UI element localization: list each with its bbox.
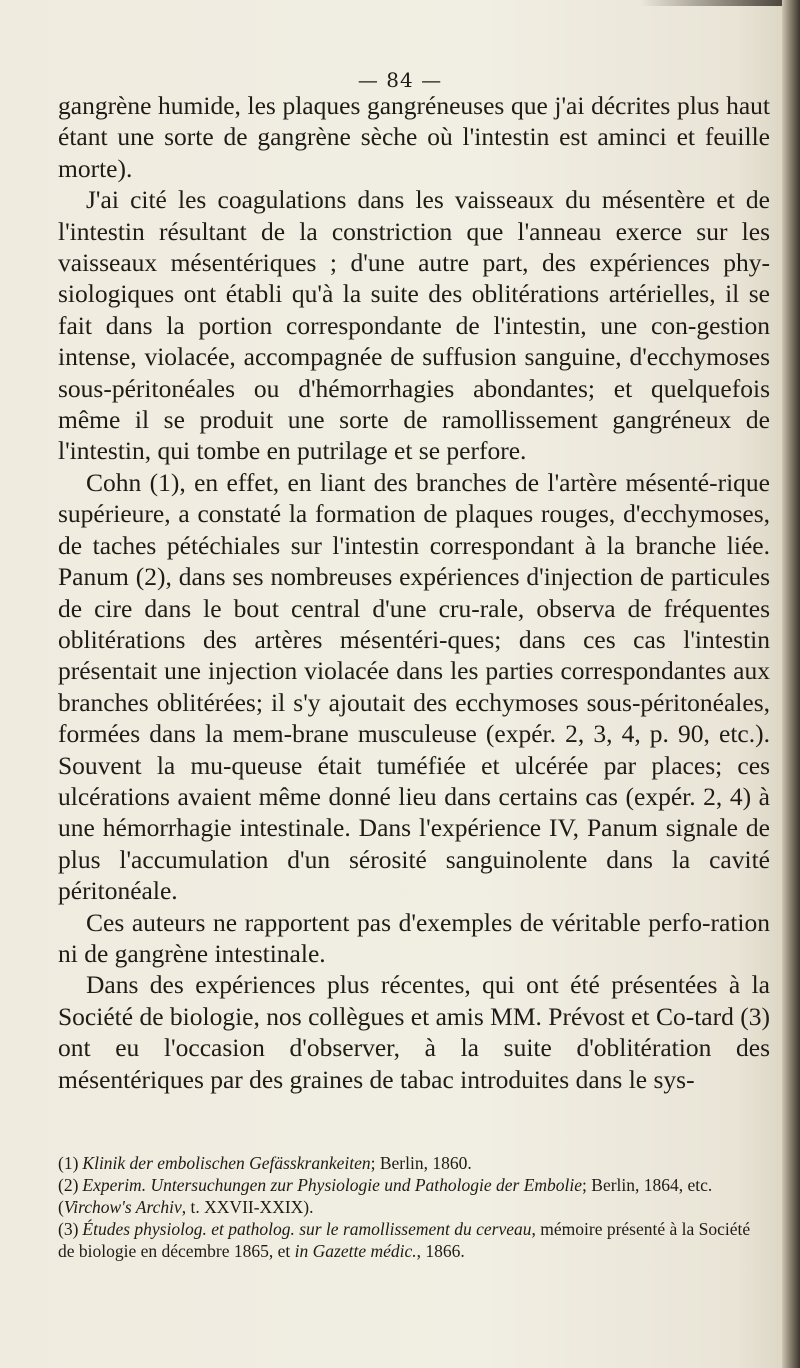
footnote-number: (3) (58, 1219, 79, 1239)
footnote-number: (1) (58, 1153, 79, 1173)
footnote-text: ; Berlin, 1860. (370, 1153, 472, 1173)
footnote-title: Klinik der embolischen Gefässkrankeiten (82, 1153, 371, 1173)
paragraph: J'ai cité les coagulations dans les vaisseaux du mésentère et de l'intestin résultant de la constriction que l'anneau exerce sur les vaisseaux mésentériques ; d'une autre part, des expériences phy-siologiques ont établi qu'à la suite des oblitérations artérielles, il se fait dans la portion correspondante de l'intestin, une con-gestion intense, violacée, accompagnée de suffusion sanguine, d'ecchymoses sous-péritonéales ou d'hémorrhagies abondantes; et quelquefois même il se produit une sorte de ramollissement gangréneux de l'intestin, qui tombe en putrilage et se perfore. (58, 185, 770, 466)
footnote-title-secondary: Virchow's Archiv (63, 1197, 182, 1217)
paragraph: Dans des expériences plus récentes, qui ont été présentées à la Société de biologie, nos collègues et amis MM. Prévost et Co-tard (3) ont eu l'occasion d'observer, à la suite d'oblitération des mésentériques par des graines de tabac introduites dans le sys- (58, 970, 770, 1094)
footnote-number: (2) (58, 1175, 79, 1195)
page-number: — 84 — (357, 68, 443, 92)
footnote-text-secondary: , 1866. (416, 1241, 465, 1261)
footnotes (58, 1152, 770, 1262)
paragraph: Ces auteurs ne rapportent pas d'exemples de véritable perfo-ration ni de gangrène intestinale. (58, 907, 770, 968)
paragraph: Cohn (1), en effet, en liant des branches de l'artère mésenté-rique supérieure, a constaté la formation de plaques rouges, d'ecchymoses, de taches pétéchiales sur l'intestin correspondant à la branche liée. Panum (2), dans ses nombreuses expériences d'injection de particules de cire dans le bout central d'une cru-rale, observa de fréquentes oblitérations des artères mésentéri-ques; dans ces cas l'intestin présentait une injection violacée dans les parties correspondantes aux branches oblitérées; il s'y ajoutait des ecchymoses sous-péritonéales, formées dans la mem-brane musculeuse (expér. 2, 3, 4, p. 90, etc.). Souvent la mu-queuse était tuméfiée et ulcérée par places; ces ulcérations avaient même donné lieu dans certains cas (expér. 2, 4) à une hémorrhagie intestinale. Dans l'expérience IV, Panum signale de plus l'accumulation d'un sérosité sanguinolente dans la cavité péritonéale. (58, 467, 770, 906)
footnote (58, 1174, 770, 1218)
footnote-title: Études physiolog. et patholog. sur le ramollissement du cerveau (82, 1219, 532, 1239)
top-shadow (640, 0, 800, 6)
footnote (58, 1218, 770, 1262)
footnote-title-secondary: in Gazette médic. (294, 1241, 417, 1261)
page-edge-shadow (782, 0, 800, 1368)
body-text (58, 90, 770, 1095)
paragraph: gangrène humide, les plaques gangréneuses que j'ai décrites plus haut étant une sorte de gangrène sèche où l'intestin est aminci et feuille morte). (58, 91, 770, 183)
footnote-text: , mémoire présenté à la Société de biologie en décembre 1865, et (58, 1219, 751, 1261)
footnote (58, 1152, 770, 1174)
footnote-text: ; Berlin, 1864, etc. ( (58, 1175, 713, 1217)
footnote-text-secondary: , t. XXVII-XXIX). (181, 1197, 314, 1217)
footnote-title: Experim. Untersuchungen zur Physiologie und Pathologie der Embolie (82, 1175, 583, 1195)
